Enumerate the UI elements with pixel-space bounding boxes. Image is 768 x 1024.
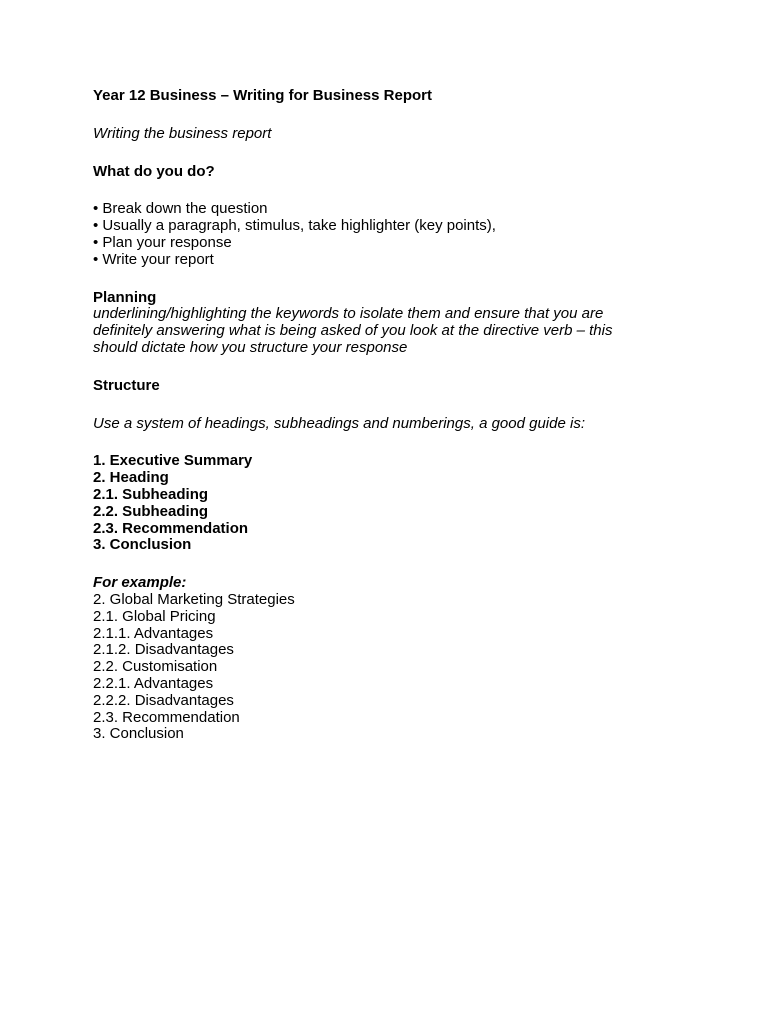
list-item: 2.2.2. Disadvantages [93,691,234,709]
what-heading: What do you do? [93,162,215,180]
list-item: • Usually a paragraph, stimulus, take highlighter (key points), [93,217,496,235]
list-item: 2.2.1. Advantages [93,674,214,692]
document-title: Year 12 Business – Writing for Business Report [93,87,432,104]
example-heading: For example: [93,574,187,592]
list-item: 1. Executive Summary [93,452,253,470]
list-item: 2. Global Marketing Strategies [93,590,295,608]
list-item: 3. Conclusion [93,536,192,554]
planning-line: underlining/highlighting the keywords to isolate them and ensure that you are [93,305,604,323]
list-item: • Plan your response [93,233,232,251]
list-item: 2.1.1. Advantages [93,624,214,642]
list-item: • Break down the question [93,200,268,218]
list-item: 2.3. Recommendation [93,519,249,537]
document-page [93,88,693,743]
list-item: • Write your report [93,250,214,268]
structure-heading: Structure [93,376,160,394]
list-item: 2.1.2. Disadvantages [93,641,234,659]
planning-line: definitely answering what is being asked of you look at the directive verb – this [93,322,613,340]
example-list [93,592,693,743]
list-item: 2.2. Customisation [93,658,218,676]
structure-guide-list [93,453,693,554]
list-item: 2. Heading [93,469,169,487]
planning-heading: Planning [93,288,157,306]
structure-intro: Use a system of headings, subheadings and numberings, a good guide is: [93,414,585,432]
list-item: 2.2. Subheading [93,502,209,520]
list-item: 2.3. Recommendation [93,708,240,726]
list-item: 3. Conclusion [93,725,184,743]
list-item: 2.1. Global Pricing [93,607,216,625]
list-item: 2.1. Subheading [93,485,209,503]
planning-line: should dictate how you structure your response [93,338,408,356]
document-subtitle: Writing the business report [93,124,272,142]
steps-list [93,201,693,268]
